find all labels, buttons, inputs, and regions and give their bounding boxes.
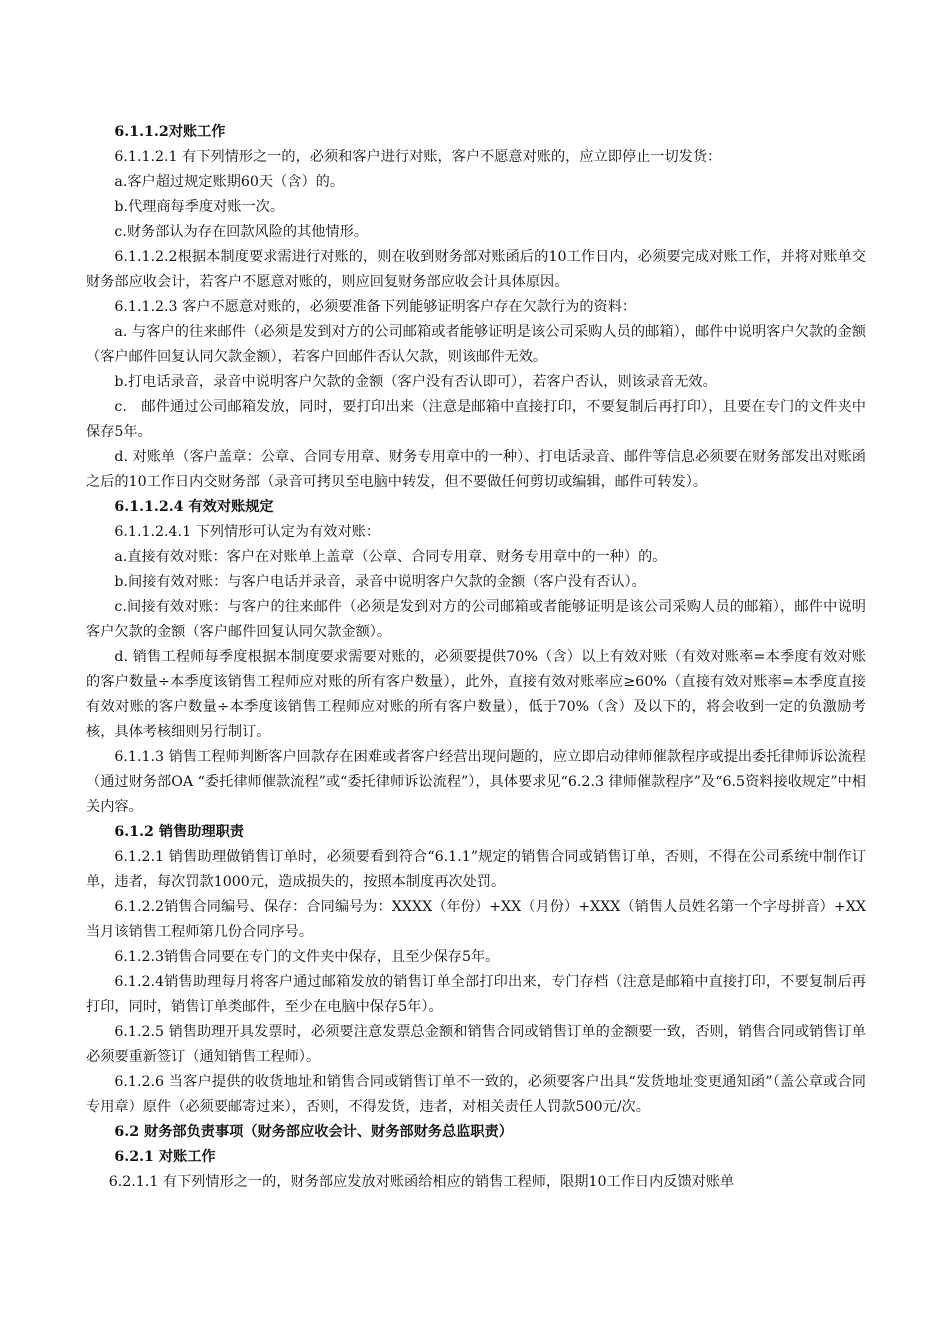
paragraph-6-1-2-2: 6.1.2.2销售合同编号、保存：合同编号为：XXXX（年份）+XX（月份）+XXX（销售人员姓名第一个字母拼音）+XX当月该销售工程师第几份合同序号。 bbox=[86, 899, 866, 940]
document-page bbox=[86, 120, 866, 1195]
paragraph-6-1-1-2-4-1: 6.1.1.2.4.1 下列情形可认定为有效对账： bbox=[114, 524, 381, 540]
paragraph-6-1-1-3: 6.1.1.3 销售工程师判断客户回款存在困难或者客户经营出现问题的，应立即启动律师催款程序或提出委托律师诉讼流程（通过财务部OA “委托律师催款流程”或“委托律师诉讼流程”），具体要求见“6.2.3 律师催款程序”及“6.5资料接收规定”中相关内容。 bbox=[86, 749, 866, 815]
paragraph-6-1-2-5: 6.1.2.5 销售助理开具发票时，必须要注意发票总金额和销售合同或销售订单的金额要一致，否则，销售合同或销售订单必须要重新签订（通知销售工程师）。 bbox=[86, 1024, 866, 1065]
paragraph-6-1-1-2-2: 6.1.1.2.2根据本制度要求需进行对账的，则在收到财务部对账函后的10工作日内，必须要完成对账工作，并将对账单交财务部应收会计，若客户不愿意对账的，则应回复财务部应收会计具体原因。 bbox=[86, 249, 866, 290]
paragraph-6-1-2-1: 6.1.2.1 销售助理做销售订单时，必须要看到符合“6.1.1”规定的销售合同或销售订单，否则，不得在公司系统中制作订单，违者，每次罚款1000元，造成损失的，按照本制度再次处罚。 bbox=[86, 849, 866, 890]
paragraph-6-2-1-1: 6.2.1.1 有下列情形之一的，财务部应发放对账函给相应的销售工程师，限期10工作日内反馈对账单 bbox=[108, 1174, 735, 1190]
list-item-c: c. 邮件通过公司邮箱发放，同时，要打印出来（注意是邮箱中直接打印，不要复制后再打印），且要在专门的文件夹中保存5年。 bbox=[86, 399, 866, 440]
paragraph-6-1-2-3: 6.1.2.3销售合同要在专门的文件夹中保存，且至少保存5年。 bbox=[114, 949, 500, 965]
paragraph-6-1-1-2-1: 6.1.1.2.1 有下列情形之一的，必须和客户进行对账，客户不愿意对账的，应立即停止一切发货： bbox=[114, 149, 722, 165]
list-item-d: d. 销售工程师每季度根据本制度要求需要对账的，必须要提供70%（含）以上有效对账（有效对账率=本季度有效对账的客户数量÷本季度该销售工程师应对账的所有客户数量），此外，直接有效对账率应≥60%（直接有效对账率=本季度直接有效对账的客户数量÷本季度该销售工程师应对账的所有客户数量），低于70%（含）及以下的，将会收到一定的负激励考核，具体考核细则另行制订。 bbox=[86, 649, 866, 740]
list-item-d: d. 对账单（客户盖章：公章、合同专用章、财务专用章中的一种）、打电话录音、邮件等信息必须要在财务部发出对账函之后的10工作日内交财务部（录音可拷贝至电脑中转发，但不要做任何剪切或编辑，邮件可转发）。 bbox=[86, 449, 866, 490]
heading-finance-responsibilities: 6.2 财务部负责事项（财务部应收会计、财务部财务总监职责） bbox=[114, 1124, 513, 1140]
list-item-a: a.直接有效对账：客户在对账单上盖章（公章、合同专用章、财务专用章中的一种）的。 bbox=[114, 549, 667, 565]
paragraph-6-1-2-4: 6.1.2.4销售助理每月将客户通过邮箱发放的销售订单全部打印出来，专门存档（注意是邮箱中直接打印，不要复制后再打印，同时，销售订单类邮件，至少在电脑中保存5年）。 bbox=[86, 974, 866, 1015]
list-item-b: b.间接有效对账：与客户电话并录音，录音中说明客户欠款的金额（客户没有否认）。 bbox=[114, 574, 646, 590]
heading-finance-reconciliation-work: 6.2.1 对账工作 bbox=[114, 1149, 216, 1165]
list-item-c: c.间接有效对账：与客户的往来邮件（必须是发到对方的公司邮箱或者能够证明是该公司采购人员的邮箱），邮件中说明客户欠款的金额（客户邮件回复认同欠款金额）。 bbox=[86, 599, 866, 640]
heading-sales-assistant-duties: 6.1.2 销售助理职责 bbox=[114, 824, 244, 840]
list-item-a: a. 与客户的往来邮件（必须是发到对方的公司邮箱或者能够证明是该公司采购人员的邮箱），邮件中说明客户欠款的金额（客户邮件回复认同欠款金额），若客户回邮件否认欠款，则该邮件无效。 bbox=[86, 324, 866, 365]
paragraph-6-1-1-2-3: 6.1.1.2.3 客户不愿意对账的，必须要准备下列能够证明客户存在欠款行为的资料： bbox=[114, 299, 637, 315]
list-item-c: c.财务部认为存在回款风险的其他情形。 bbox=[114, 224, 369, 240]
list-item-a: a.客户超过规定账期60天（含）的。 bbox=[114, 174, 345, 190]
heading-reconciliation-work: 6.1.1.2对账工作 bbox=[114, 124, 226, 140]
list-item-b: b.代理商每季度对账一次。 bbox=[114, 199, 285, 215]
paragraph-6-1-2-6: 6.1.2.6 当客户提供的收货地址和销售合同或销售订单不一致的，必须要客户出具“发货地址变更通知函”（盖公章或合同专用章）原件（必须要邮寄过来），否则，不得发货，违者，对相关责任人罚款500元/次。 bbox=[86, 1074, 866, 1115]
list-item-b: b.打电话录音，录音中说明客户欠款的金额（客户没有否认即可），若客户否认，则该录音无效。 bbox=[114, 374, 717, 390]
heading-valid-reconciliation: 6.1.1.2.4 有效对账规定 bbox=[114, 499, 274, 515]
